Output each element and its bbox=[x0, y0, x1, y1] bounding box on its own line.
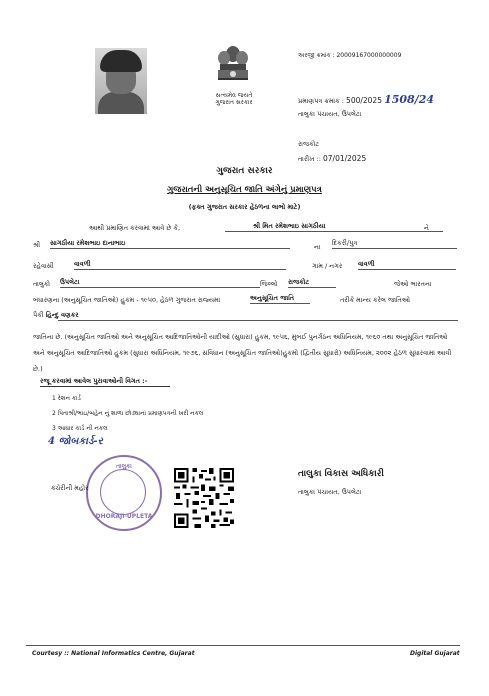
handwritten-number: 1508/24 bbox=[384, 93, 435, 106]
photo-hair bbox=[100, 50, 142, 72]
indian-state-text: જેઓ ભારતના bbox=[394, 280, 432, 288]
taluka-label: તાલુકો bbox=[33, 280, 51, 288]
relation-label: ના bbox=[314, 243, 321, 251]
caste-line: પૈકી હિન્દુ વણકર bbox=[33, 311, 79, 319]
parent-name: સાગઠીયા રમેશભાઇ દાનાભાઇ bbox=[50, 239, 290, 249]
government-title: ગુજરાત સરકાર bbox=[216, 166, 273, 176]
office-seal bbox=[86, 455, 162, 531]
issuing-office: તાલુકા પંચાયત, ઉપલેટા bbox=[298, 110, 362, 118]
footer-divider bbox=[26, 645, 460, 646]
evidence-item: 3 આધાર કાર્ડ ની નકલ bbox=[52, 425, 108, 432]
footer-digital-gujarat: Digital Gujarat bbox=[410, 650, 460, 657]
applicant-name: શ્રી મિત રમેશભાઇ સાગઠીયા bbox=[225, 222, 443, 232]
issue-date: તારીખ :: 07/01/2025 bbox=[298, 154, 367, 163]
caste-underline bbox=[58, 320, 458, 321]
officer-office: તાલુકા પંચાયત, ઉપલેટા bbox=[298, 488, 362, 496]
village-value: વાવળી bbox=[358, 260, 456, 270]
certificate-subtitle: (ફક્ત ગુજરાત સરકાર હેઠળના લાભો માટે) bbox=[188, 203, 301, 211]
category-value: અનુસૂચિત જાતિ bbox=[250, 294, 310, 304]
certify-text: આથી પ્રમાણિત કરવામાં આવે છે કે, bbox=[89, 224, 181, 232]
resident-label: રહેવાસી bbox=[33, 262, 54, 270]
seal-text-bottom: DHORAJI-UPLETA bbox=[95, 513, 153, 520]
taluka-value: ઉપલેટા bbox=[60, 278, 260, 288]
district-label: જિલ્લો bbox=[260, 280, 278, 288]
office-seal-label: ક્ચેરીની મહોર bbox=[51, 484, 89, 492]
certificate-number: પ્રમાણપત્ર ક્રમાંક : 500/2025 1508/24 bbox=[298, 93, 435, 106]
seal-inner-ring bbox=[100, 469, 146, 515]
district-value: રાજકોટ bbox=[288, 278, 336, 288]
recognized-text: તરીકે માન્ય કરેલ જાતિઓ bbox=[340, 296, 411, 304]
resident-value: વાવળી bbox=[74, 260, 286, 270]
evidence-item: 1 રેશન કાર્ડ bbox=[52, 395, 81, 402]
emblem-caption-gov: ગુજરાત સરકાર bbox=[215, 99, 253, 106]
footer-courtesy: Courtesy :: National Informatics Centre, Gujarat bbox=[32, 650, 195, 657]
application-number: અરજી ક્રમાંક : 20009167000000009 bbox=[298, 52, 402, 59]
officer-title: તાલુકા વિકાસ અધિકારી bbox=[298, 469, 385, 479]
photo-shoulders bbox=[98, 92, 144, 114]
evidence-heading-underline bbox=[40, 386, 170, 387]
handwritten-evidence-item: 4 જોબકાર્ડ-ર bbox=[48, 436, 103, 447]
emblem-caption: સત્યમેવ જયતે bbox=[215, 92, 253, 99]
relation-value: દિકરી/પુત્ર bbox=[332, 239, 457, 249]
qr-code-icon bbox=[174, 468, 234, 528]
evidence-heading: રજૂ કરવામાં આવેલ પુરાવાઓની વિગત :- bbox=[40, 377, 148, 385]
issue-place: રાજકોટ bbox=[298, 140, 320, 148]
ne-text: ને bbox=[424, 224, 429, 232]
caste-value: હિન્દુ વણકર bbox=[45, 311, 79, 319]
village-label: ગામ / નગર bbox=[312, 262, 343, 270]
shri-text: શ્રી bbox=[33, 241, 41, 249]
seal-text-top: તાલુકા bbox=[116, 463, 132, 470]
evidence-item: 2 પિતાશ્રી/ભાઇ/બહેન નું શાળા છોડ્યાનાં પ્રમાણપત્રની ખરી નકલ bbox=[52, 410, 204, 417]
certificate-title: ગુજરાતની અનુસૂચિત જાતિ અંગેનું પ્રમાણપત્ર bbox=[167, 185, 322, 195]
legal-paragraph: જાતિના છે. (અનુસૂચિત જાતિઓ અને અનુસૂચિત આદિજાતિઓની યાદીઓ (સુધારા) હુકમ, ૧૯૫૬, મુંબઈ પુનર્ગઠન અધિનિયમ, ૧૯૬૦ તથા અનુસૂચિત જાતિઓ અને અનુસૂચિત આદિજાતિઓ હુકમ (સુધારા અધિનિયમ, ૧૯૭૬, સંવિધાન (અનુસૂચિત જાતિઓ)હુકમો (દ્વિતીય સુધારો) અધિનિયમ, ૨૦૦૨ હેઠળ સુધારવામાં આવી છે.) bbox=[33, 333, 452, 373]
national-emblem-icon bbox=[212, 42, 254, 96]
constitution-text: બંધારણના (અનુસૂચિત જાતિઓ) હુકમ - ૧૯૫૦, હેઠળ ગુજરાત રાજ્યમાં bbox=[33, 296, 221, 304]
